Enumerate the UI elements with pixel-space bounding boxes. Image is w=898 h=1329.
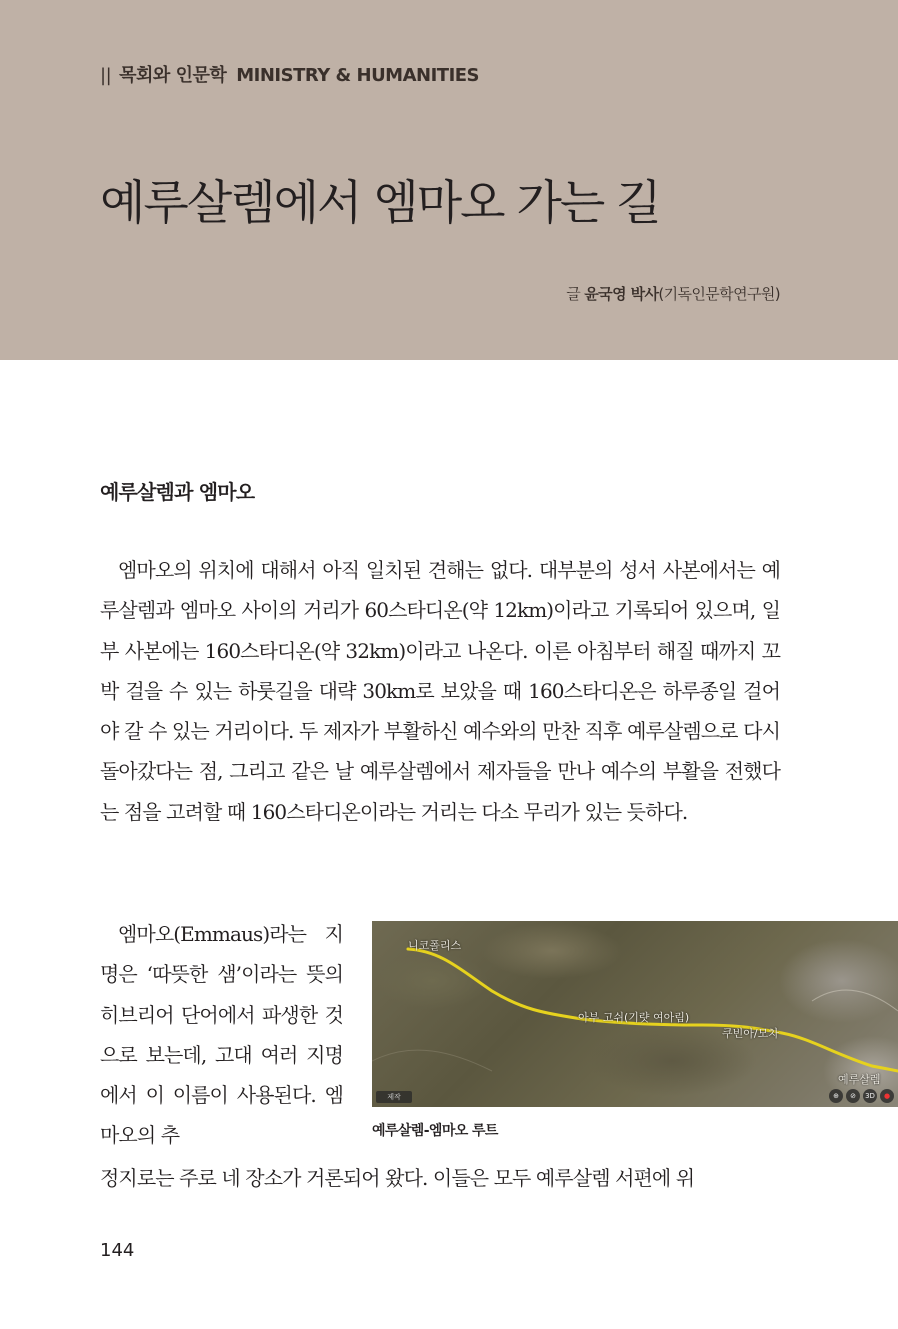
map-controls (829, 1089, 894, 1103)
section-subhead: 예루살렘과 엠마오 (100, 480, 255, 504)
section-label-english: MINISTRY & HUMANITIES (236, 65, 480, 86)
route-map-image (372, 921, 898, 1107)
person-icon: ● (880, 1089, 894, 1103)
body-paragraph-1: 엠마오의 위치에 대해서 아직 일치된 견해는 없다. 대부분의 성서 사본에서는 예루살렘과 엠마오 사이의 거리가 60스타디온(약 12km)이라고 기록되어 있으며, 일부 사본에는 160스타디온(약 32km)이라고 나온다. 이른 아침부터 해질 때까지 꼬박 걸을 수 있는 하룻길을 대략 30km로 보았을 때 160스타디온은 하루종일 걸어야 갈 수 있는 거리이다. 두 제자가 부활하신 예수와의 만찬 직후 예루살렘으로 다시 돌아갔다는 점, 그리고 같은 날 예루살렘에서 제자들을 만나 예수의 부활을 전했다는 점을 고려할 때 160스타디온이라는 거리는 다소 무리가 있는 듯하다. (100, 558, 780, 824)
map-label-middle: 아부 고쉬(기럇 여아림) (578, 1011, 690, 1024)
byline (566, 283, 780, 304)
header-banner (0, 0, 898, 360)
body-paragraph-2: 엠마오(Emmaus)라는 지명은 ‘따뜻한 샘’이라는 뜻의 히브리어 단어에서 파생한 것으로 보는데, 고대 여러 지명에서 이 이름이 사용된다. 엠마오의 추 (100, 922, 343, 1148)
map-label-west: 니코폴리스 (408, 939, 462, 952)
figure-caption: 예루살렘-엠마오 루트 (372, 1123, 498, 1139)
author-affiliation: (기독인문학연구원) (658, 285, 780, 303)
map-scale-badge: 제작 (376, 1091, 412, 1103)
article-title: 예루살렘에서 엠마오 가는 길 (100, 176, 660, 231)
map-label-east: 쿠빈아/모차 (722, 1027, 779, 1040)
map-label-end: 예루살렘 (838, 1073, 881, 1086)
page-number: 144 (100, 1240, 135, 1261)
3d-toggle-icon: 3D (863, 1089, 877, 1103)
byline-prefix: 글 (566, 285, 581, 303)
section-label (100, 61, 479, 87)
section-label-korean: 목회와 인문학 (119, 65, 227, 86)
no-icon: ⊘ (846, 1089, 860, 1103)
body-paragraph-2-continued: 정지로는 주로 네 장소가 거론되어 왔다. 이들은 모두 예루살렘 서편에 위 (100, 1166, 695, 1190)
author-name: 윤국영 박사 (584, 285, 659, 303)
section-bars: || (100, 65, 112, 86)
compass-icon: ⊕ (829, 1089, 843, 1103)
